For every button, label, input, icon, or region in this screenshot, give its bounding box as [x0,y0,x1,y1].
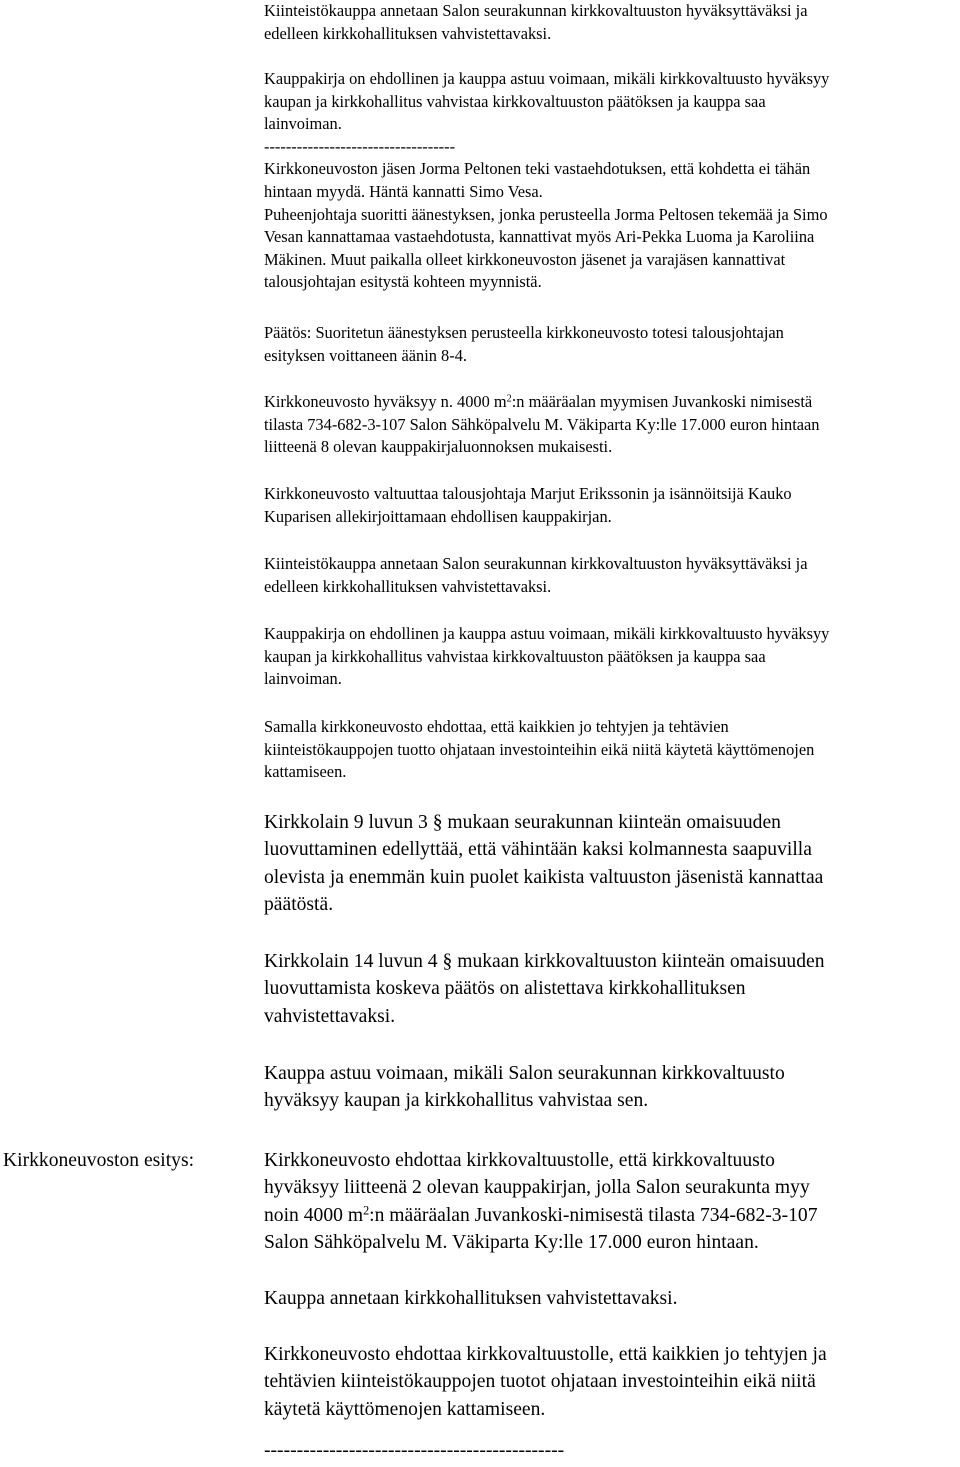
paragraph-kirkkolaki-9-3 [264,809,954,919]
text-line: luovuttamista koskeva päätös on alistettava kirkkohallituksen [264,978,746,1000]
text-line: olevista ja enemmän kuin puolet kaikista valtuuston jäsenistä kannattaa [264,866,824,888]
text-line: päätöstä. [264,894,334,916]
text-line: edelleen kirkkohallituksen vahvistettavaksi. [264,23,552,43]
text-line: lainvoiman. [264,114,342,134]
text-line: kaupan ja kirkkohallitus vahvistaa kirkkovaltuuston päätöksen ja kauppa saa [264,646,766,666]
text-line: kiinteistökauppojen tuotto ohjataan investointeihin eikä niitä käytetä käyttömenojen [264,739,815,759]
paragraph-kauppa-annetaan [264,1285,954,1312]
paragraph-valtuuttaa [264,483,954,528]
text-line: Kirkkoneuvosto ehdottaa kirkkovaltuustolle, että kaikkien jo tehtyjen ja [264,1344,827,1365]
paragraph-kiinteistokauppa-2 [264,553,954,598]
text-line: kattamiseen. [264,762,347,782]
text-line: Kiinteistökauppa annetaan Salon seurakunnan kirkkovaltuuston hyväksyttäväksi ja [264,554,808,573]
text-line: Kauppa annetaan kirkkohallituksen vahvistettavaksi. [264,1288,678,1309]
text-line: Kirkkolain 14 luvun 4 § mukaan kirkkovaltuuston kiinteän omaisuuden [264,951,825,972]
text-line: noin 4000 $m^2:n$ määräalan Juvankoski-nimisestä tilasta 734-682-3-107 [264,1203,818,1226]
paragraph-samalla [264,716,954,784]
text-line: talousjohtajan esitystä kohteen myynnistä. [264,272,542,292]
text-line: Kirkkoneuvosto ehdottaa kirkkovaltuustolle, että kirkkovaltuusto [264,1150,775,1171]
paragraph-hyvaksyy-myynti [264,391,954,459]
paragraph-kauppa-astuu-voimaan [264,1060,954,1115]
text-line: Kuparisen allekirjoittamaan ehdollisen kauppakirjan. [264,506,612,526]
text-line: hintaan myydä. Häntä kannatti Simo Vesa. [264,181,543,201]
text-line: Salon Sähköpalvelu M. Väkiparta Ky:lle 17.000 euron hintaan. [264,1232,759,1254]
paragraph-kiinteistokauppa-1 [264,0,954,45]
text-line: Päätös: Suoritetun äänestyksen perusteella kirkkoneuvosto totesi talousjohtajan [264,323,784,342]
text-line: edelleen kirkkohallituksen vahvistettavaksi. [264,576,552,596]
paragraph-tuotot-investointeihin [264,1341,954,1423]
text-line: luovuttaminen edellyttää, että vähintään kaksi kolmannesta saapuvilla [264,839,812,861]
text-line: Samalla kirkkoneuvosto ehdottaa, että kaikkien jo tehtyjen ja tehtävien [264,717,729,736]
text-line: Puheenjohtaja suoritti äänestyksen, jonka perusteella Jorma Peltosen tekemää ja Simo [264,204,828,224]
text-line: Kirkkolain 9 luvun 3 § mukaan seurakunnan kiinteän omaisuuden [264,812,781,833]
text-line: Kauppakirja on ehdollinen ja kauppa astuu voimaan, mikäli kirkkovaltuusto hyväksyy [264,624,830,643]
text-line: Kauppakirja on ehdollinen ja kauppa astuu voimaan, mikäli kirkkovaltuusto hyväksyy [264,69,830,88]
text-line: Kirkkoneuvoston jäsen Jorma Peltonen teki vastaehdotuksen, että kohdetta ei tähän [264,159,811,179]
paragraph-esitys-ehdottaa [264,1147,954,1257]
text-line: tehtävien kiinteistökauppojen tuotot ohjataan investointeihin eikä niitä [264,1371,816,1393]
paragraph-kauppakirja-and-vote [264,68,954,294]
text-line: Kiinteistökauppa annetaan Salon seurakunnan kirkkovaltuuston hyväksyttäväksi ja [264,1,808,20]
text-line: Kirkkoneuvosto hyväksyy n. 4000 $m^2:n$ määräalan myymisen Juvankoski nimisestä [264,392,813,411]
bottom-dash-separator [264,1437,954,1464]
text-line: hyväksyy kaupan ja kirkkohallitus vahvistaa sen. [264,1090,649,1112]
text-line: lainvoiman. [264,669,342,689]
text-line: kaupan ja kirkkohallitus vahvistaa kirkkovaltuuston päätöksen ja kauppa saa [264,91,766,111]
dash-separator: ---------------------------------------------- [264,1440,565,1461]
text-line: Vesan kannattamaa vastaehdotusta, kannattivat myös Ari-Pekka Luoma ja Karoliina [264,227,815,247]
text-line: vahvistettavaksi. [264,1005,396,1027]
text-line: liitteenä 8 olevan kauppakirjaluonnoksen mukaisesti. [264,437,613,457]
text-line: Kauppa astuu voimaan, mikäli Salon seurakunnan kirkkovaltuusto [264,1063,785,1084]
text-line: esityksen voittaneen äänin 8-4. [264,345,468,365]
side-label-kirkkoneuvoston-esitys: Kirkkoneuvoston esitys: [3,1150,195,1171]
paragraph-kauppakirja-2 [264,623,954,691]
paragraph-kirkkolaki-14-4 [264,948,954,1030]
dash-separator: ----------------------------------- [264,136,456,156]
paragraph-paatos [264,322,954,367]
text-line: hyväksyy liitteenä 2 olevan kauppakirjan, jolla Salon seurakunta myy [264,1177,810,1199]
text-line: tilasta 734-682-3-107 Salon Sähköpalvelu M. Väkiparta Ky:lle 17.000 euron hintaan [264,414,820,434]
text-line: Kirkkoneuvosto valtuuttaa talousjohtaja Marjut Erikssonin ja isännöitsijä Kauko [264,484,792,503]
text-line: käytetä käyttömenojen kattamiseen. [264,1398,546,1420]
text-line: Mäkinen. Muut paikalla olleet kirkkoneuvoston jäsenet ja varajäsen kannattivat [264,249,786,269]
